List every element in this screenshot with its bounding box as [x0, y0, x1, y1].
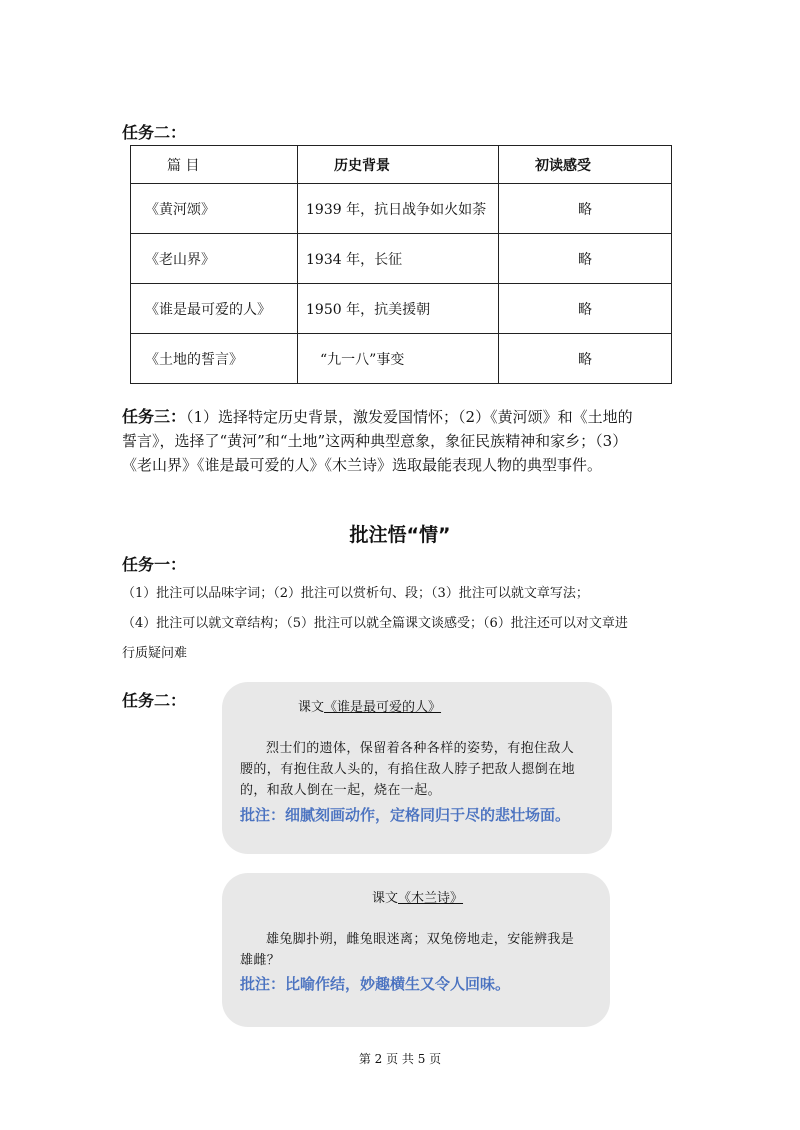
card-body-line-1: 烈士们的遗体，保留着各种各样的姿势，有抱住敌人 — [266, 741, 575, 756]
card-title — [372, 887, 463, 906]
task-three-label: 任务三： — [122, 407, 187, 426]
table-row — [131, 284, 672, 334]
cell-title: 《土地的誓言》 — [131, 334, 298, 384]
cell-background: 1939 年，抗日战争如火如荼 — [298, 184, 499, 234]
card-title-work: 《谁是最可爱的人》 — [324, 700, 442, 715]
cell-title: 《老山界》 — [131, 234, 298, 284]
task-three-line-1: （1）选择特定历史背景，激发爱国情怀；（2）《黄河颂》和《土地的 — [186, 408, 633, 426]
cell-impression: 略 — [499, 284, 672, 334]
task-one-line-3: 行质疑问难 — [122, 646, 188, 661]
header-title: 篇 目 — [131, 146, 298, 184]
task-three-line-3: 《老山界》《谁是最可爱的人》《木兰诗》选取最能表现人物的典型事件。 — [122, 456, 603, 474]
annotation-note: 批注：比喻作结，妙趣横生又令人回味。 — [240, 975, 511, 993]
card-body-line-1: 雄兔脚扑朔，雌兔眼迷离；双兔傍地走，安能辨我是 — [266, 932, 575, 947]
card-title-prefix: 课文 — [372, 891, 399, 906]
card-title — [298, 696, 441, 715]
header-background: 历史背景 — [298, 146, 499, 184]
card-body-line-3: 的，和敌人倒在一起，烧在一起。 — [240, 783, 442, 798]
table-row — [131, 234, 672, 284]
card-title-prefix: 课文 — [298, 700, 325, 715]
cell-impression: 略 — [499, 184, 672, 234]
cell-background: “九一八”事变 — [298, 334, 499, 384]
task-three-line-2: 誓言》，选择了“黄河”和“土地”这两种典型意象，象征民族精神和家乡；（3） — [122, 432, 628, 450]
annotation-note: 批注：细腻刻画动作，定格同归于尽的悲壮场面。 — [240, 806, 571, 824]
cell-title: 《谁是最可爱的人》 — [131, 284, 298, 334]
table-header-row — [131, 146, 672, 184]
task-two-label: 任务二： — [122, 123, 187, 142]
task-three-paragraph — [122, 405, 702, 477]
table-row — [131, 184, 672, 234]
page-footer: 第 2 页 共 5 页 — [358, 1052, 442, 1066]
section-heading: 批注悟“情” — [349, 524, 451, 546]
header-impression: 初读感受 — [499, 146, 672, 184]
cell-title: 《黄河颂》 — [131, 184, 298, 234]
history-table — [130, 145, 672, 384]
card-body-line-2: 雄雌？ — [240, 953, 281, 968]
cell-impression: 略 — [499, 234, 672, 284]
cell-background: 1934 年，长征 — [298, 234, 499, 284]
annotation-card-1 — [222, 682, 612, 854]
card-body-line-2: 腰的，有抱住敌人头的，有掐住敌人脖子把敌人摁倒在地 — [240, 762, 576, 777]
cell-background: 1950 年，抗美援朝 — [298, 284, 499, 334]
table-row — [131, 334, 672, 384]
section-task-two-label: 任务二： — [122, 691, 187, 710]
task-one-line-1: （1）批注可以品味字词；（2）批注可以赏析句、段；（3）批注可以就文章写法； — [122, 586, 589, 601]
annotation-card-2 — [222, 873, 610, 1027]
cell-impression: 略 — [499, 334, 672, 384]
task-one-line-2: （4）批注可以就文章结构；（5）批注可以就全篇课文谈感受；（6）批注还可以对文章进 — [122, 616, 628, 631]
card-body — [240, 929, 574, 971]
card-title-work: 《木兰诗》 — [398, 891, 464, 906]
card-body — [240, 738, 575, 801]
section-task-one-label: 任务一： — [122, 555, 187, 574]
